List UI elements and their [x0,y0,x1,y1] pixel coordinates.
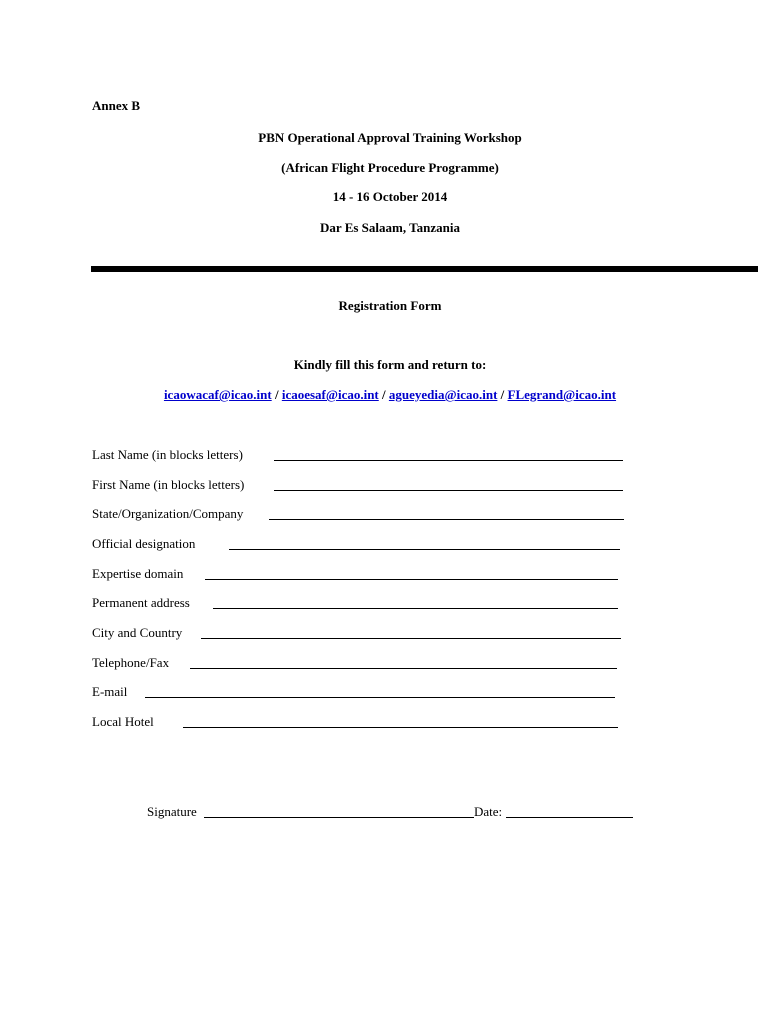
email-link-agueyedia[interactable]: agueyedia@icao.int [388,387,498,402]
field-expertise-blank[interactable] [205,567,618,580]
email-link-wacaf[interactable]: icaowacaf@icao.int [163,387,272,402]
event-location: Dar Es Salaam, Tanzania [320,220,460,235]
field-address-label: Permanent address [92,595,190,610]
field-city-country-blank[interactable] [201,626,621,639]
email-separator: / [274,387,279,402]
field-hotel-label: Local Hotel [92,714,154,729]
signature-blank[interactable] [204,805,474,818]
field-city-country-label: City and Country [92,625,183,640]
field-hotel-blank[interactable] [183,715,618,728]
date-label: Date: [474,804,503,819]
field-first-name-blank[interactable] [274,478,623,491]
field-organization-label: State/Organization/Company [92,506,244,521]
event-dates: 14 - 16 October 2014 [332,189,448,204]
field-first-name-label: First Name (in blocks letters) [92,477,245,492]
document-subtitle: (African Flight Procedure Programme) [281,160,499,175]
date-blank[interactable] [506,805,633,818]
field-telephone-blank[interactable] [190,656,617,669]
field-last-name-blank[interactable] [274,448,623,461]
return-instruction: Kindly fill this form and return to: [293,357,487,372]
field-address-blank[interactable] [213,596,618,609]
email-list [0,387,770,403]
email-link-flegrand[interactable]: FLegrand@icao.int [507,387,617,402]
field-telephone-label: Telephone/Fax [92,655,170,670]
field-organization-blank[interactable] [269,507,624,520]
email-link-esaf[interactable]: icaoesaf@icao.int [281,387,379,402]
field-email-blank[interactable] [145,685,615,698]
field-last-name-label: Last Name (in blocks letters) [92,447,243,462]
field-designation-label: Official designation [92,536,196,551]
email-separator: / [500,387,505,402]
header-divider [91,266,758,272]
form-title: Registration Form [338,298,442,313]
email-separator: / [382,387,386,402]
annex-label: Annex B [92,98,141,113]
field-expertise-label: Expertise domain [92,566,184,581]
document-title: PBN Operational Approval Training Workshop [258,130,522,145]
field-designation-blank[interactable] [229,537,620,550]
field-email-label: E-mail [92,684,128,699]
signature-label: Signature [147,804,197,819]
